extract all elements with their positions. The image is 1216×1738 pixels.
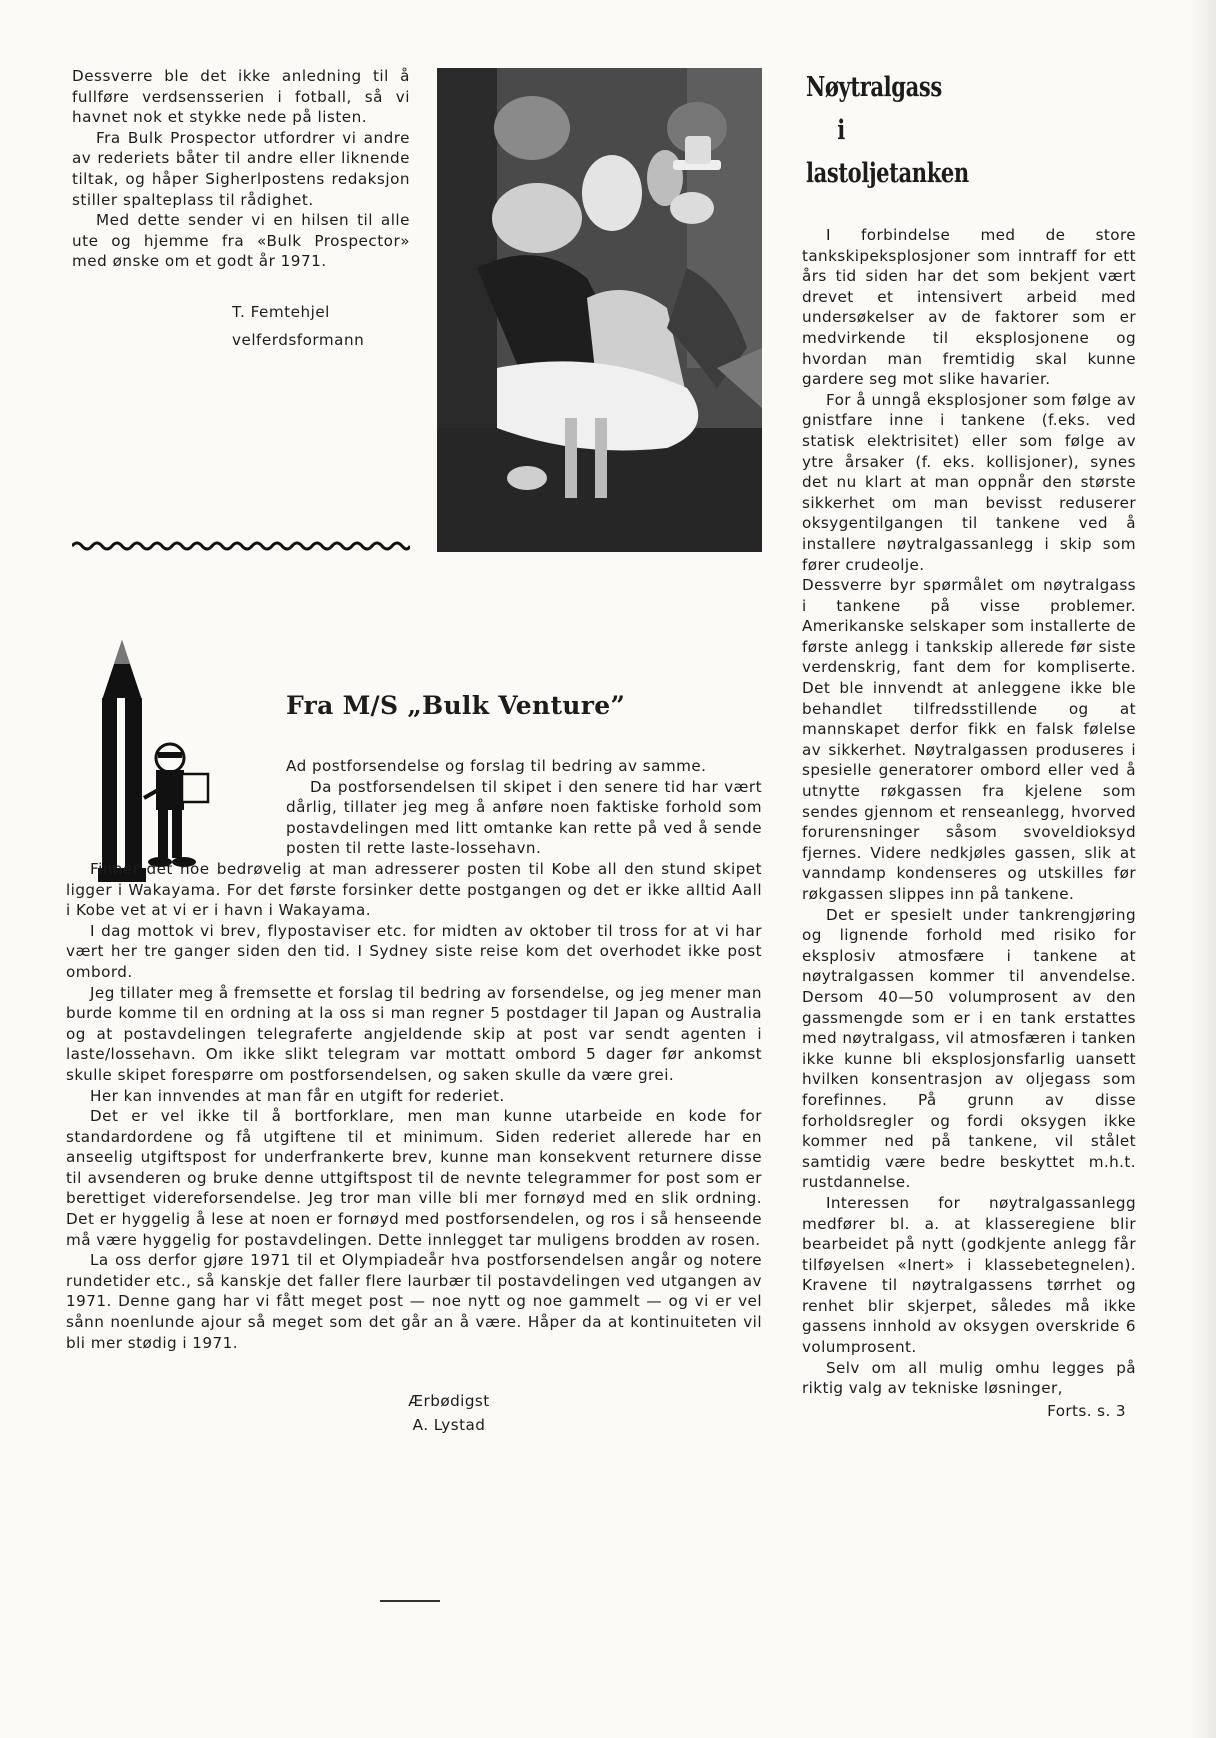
party-photo (437, 68, 762, 552)
paragraph: Interessen for nøytralgassanlegg medfører bl. a. at klasseregiene blir bearbeidet på nytt (godkjente anlegg får tilføyelsen «Inert» i klassebetegnelen). Kravene til nøytralgassens tørrhet og renhet blir skjerpet, således må ikke gassens innhold av oksygen overskride 6 volumprosent. (802, 1193, 1136, 1357)
signature-title: velferdsformann (232, 330, 365, 349)
paragraph: Med dette sender vi en hilsen til alle ute og hjemme fra «Bulk Prospector» med ønske om et godt år 1971. (72, 211, 410, 271)
neutral-gas-article (802, 66, 1136, 1421)
letter-signature (72, 298, 410, 354)
paragraph: Det er vel ikke til å bortforklare, men man kunne utarbeide en kode for standardordene og få utgiftene til et minimum. Siden rederiet allerede har en anseelig utgiftspost for underfrankerte brev, kunne man konsekvent returnere disse til avsenderen og bruke denne uttgiftspost til de nevnte telegrammer for post som er berettiget videreforsendelse. Jeg tror man ville bli mer fornøyd med en slik ordning. Det er hyggelig å lese at noen er fornøyd med postforsendelen, og ros i så henseende må være hyggelig for postavdelingen. Dette innlegget tar muligens brodden av rosen. (66, 1107, 762, 1249)
paragraph: Her kan innvendes at man får en utgift for rederiet. (90, 1086, 505, 1105)
author: A. Lystad (412, 1416, 486, 1435)
closing: Ærbødigst (408, 1392, 490, 1411)
paragraph: Ad postforsendelse og forslag til bedring av samme. (286, 757, 707, 775)
paragraph: I dag mottok vi brev, flypostaviser etc. for midten av oktober til tross for at vi har vært her tre ganger siden den tid. I Sydney siste reise kom det overhodet ikke post ombord. (66, 921, 762, 981)
title-line: Nøytralgass (806, 72, 942, 103)
article-intro (286, 756, 762, 859)
signature-name: T. Femtehjel (232, 302, 330, 321)
paragraph: Dessverre byr spørmålet om nøytralgass i tankene på visse problemer. Amerikanske selskaper som installerte de første anlegg i tankskip allerede før siste verdenskrig, fant dem for kompliserte. Det ble innvendt at anleggene ikke ble behandlet tilfredsstillende og at mannskapet derfor fikk en falsk følelse av sikkerhet. Nøytralgassen produseres i spesielle generatorer ombord eller ved å utnytte røkgassen fra kjelene som sendes gjennom et renseanlegg, hvorved forurensninger såsom svoveldioksyd fjernes. Videre nedkjøles gassen, slik at vanndamp kondenseres og utskilles før røkgassen slippes inn på tankene. (802, 576, 1136, 903)
bulk-venture-article (66, 756, 762, 1437)
title-line: i (837, 115, 845, 146)
paragraph: Dessverre ble det ikke anledning til å fullføre verdsensserien i fotball, så vi havnet nok et stykke nede på listen. (72, 67, 410, 127)
wavy-divider (72, 540, 410, 554)
paragraph: Fra Bulk Prospector utfordrer vi andre av rederiets båter til andre eller liknende tiltak, og håper Sigherlpostens redaksjon stiller spalteplass til rådighet. (72, 128, 410, 209)
paragraph: Da postforsendelsen til skipet i den senere tid har vært dårlig, tillater jeg meg å anføre noen faktiske forhold som postavdelingen med litt omtanke kan rette på ved å sende posten til rette laste-lossehavn. (286, 777, 762, 858)
neutral-gas-title (806, 66, 1063, 195)
paragraph: Selv om all mulig omhu legges på riktig valg av tekniske løsninger, (802, 1358, 1136, 1398)
paragraph: For å unngå eksplosjoner som følge av gnistfare inne i tankene (f.eks. ved statisk elektrisitet) eller som følge av ytre årsaker (f. eks. kollisjoner), synes det nu klart at man oppnår den største sikkerhet om man bevisst reduserer oksygentilgangen til tankene ved å installere nøytralgassanlegg i skip som fører crudeolje. (802, 390, 1136, 574)
paragraph: La oss derfor gjøre 1971 til et Olympiadeår hva postforsendelsen angår og notere rundetider etc., så kanskje det faller flere laurbær til postavdelingen ved utgangen av 1971. Denne gang har vi fått meget post — noe nytt og noe gammelt — og vi er vel sånn noenlunde ajour så meget som det går an å være. Håper da at kontinuiteten vil bli mer stødig i 1971. (66, 1251, 762, 1352)
paragraph: I forbindelse med de store tankskipeksplosjoner som inntraff for ett års tid siden har det som bekjent vært drevet et intensivert arbeid med undersøkelser av de faktorer som er medvirkende til eksplosjonene og hvordan man fremtidig skal kunne gardere seg mot slike havarier. (802, 226, 1136, 389)
end-rule (380, 1600, 440, 1602)
paragraph: Jeg tillater meg å fremsette et forslag til bedring av forsendelse, og jeg mener man burde komme til en ordning at la oss si man regner 5 postdager til Japan og Australia og at postavdelingen telegraferte angjeldende skip at post var sendt agenten i laste/lossehavn. Om ikke slikt telegram var mottatt ombord 5 dager før ankomst skulle skipet forespørre om postforsendelsen, og saken skulle da være grei. (66, 983, 762, 1084)
paragraph: Det er spesielt under tankrengjøring og lignende forhold med risiko for eksplosiv atmosfære i tankene at nøytralgassen kommer til anvendelse. Dersom 40—50 volumprosent av den gassmengde som er i en tank erstattes med nøytralgass, vil atmosfæren i tanken ikke kunne bli eksplosjonsfarlig uansett hvilken konsentrasjon av oljegass som forefinnes. På grunn av disse forholdsregler og fordi oksygen ikke kommer ned på tankene, vil stålet samtidig være bedre beskyttet m.h.t. rustdannelse. (802, 905, 1136, 1192)
paragraph: Finner det noe bedrøvelig at man adresserer posten til Kobe all den stund skipet ligger i Wakayama. For det første forsinker dette postgangen og det er ikke alltid Aall i Kobe vet at vi er i havn i Wakayama. (66, 859, 762, 920)
title-line: lastoljetanken (806, 158, 969, 189)
party-photo-image (437, 68, 762, 552)
prospector-letter-column (72, 66, 410, 354)
article-signature (66, 1389, 762, 1437)
article-title: Fra M/S „Bulk Venture” (286, 691, 626, 720)
page-edge-shadow (1190, 0, 1216, 1738)
continuation-note: Forts. s. 3 (1047, 1401, 1126, 1420)
